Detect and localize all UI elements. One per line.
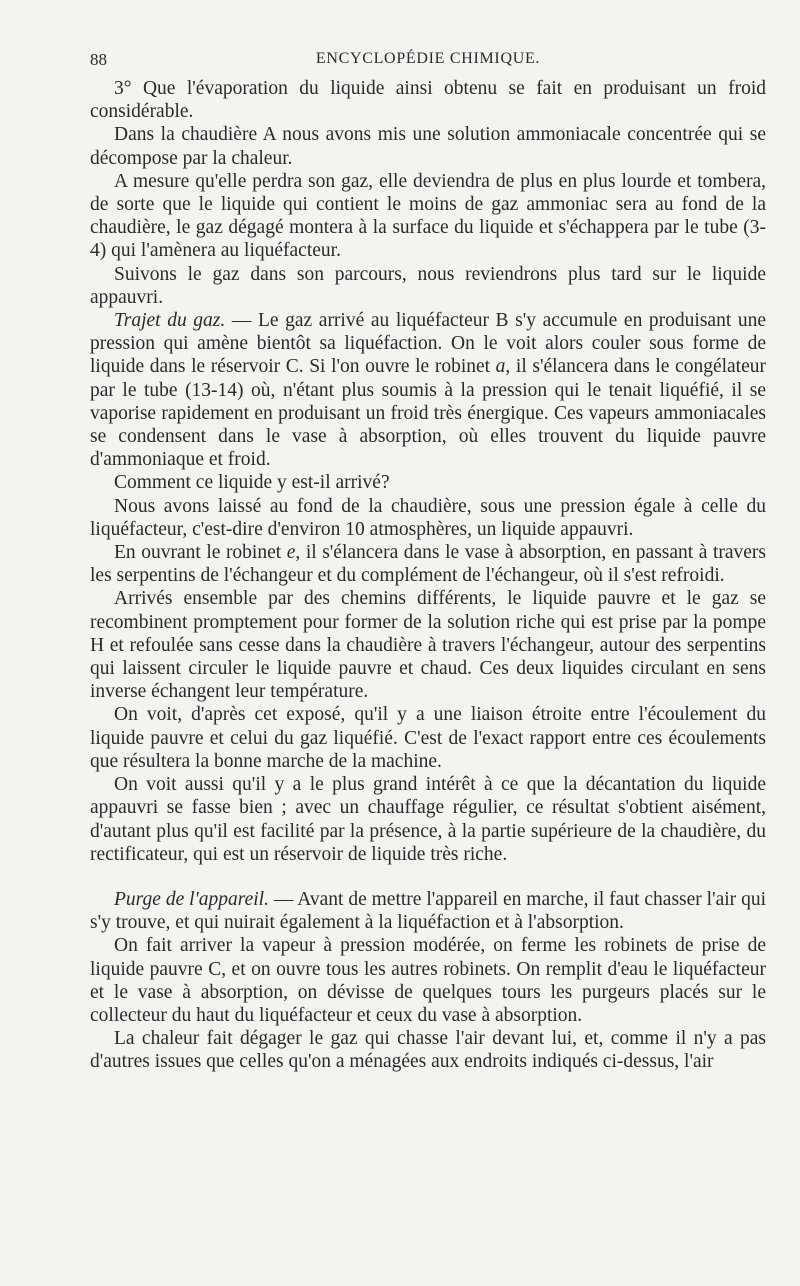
paragraph-text: — Le gaz arrivé au liquéfacteur B s'y accumule en produisant une pression qui amène bientôt sa liquéfaction. On le voit alors couler sous forme de liquide dans le réservoir C. Si l'on ouvre le robinet <box>90 310 766 378</box>
paragraph: Suivons le gaz dans son parcours, nous reviendrons plus tard sur le liquide appauvri. <box>90 263 766 308</box>
robinet-variable: e <box>286 542 296 564</box>
paragraph-text: , il s'élancera dans le congélateur par le tube (13-14) où, n'étant plus soumis à la pression qui le tenait liquéfié, il se vaporise rapidement en produisant un froid très énergique. Ces vapeurs ammoniacales se condensent dans le vase à absorption, où elles trouvent du liquide pauvre d'ammoniaque et froid. <box>90 356 766 471</box>
paragraph: La chaleur fait dégager le gaz qui chasse l'air devant lui, et, comme il n'y a pas d'autres issues que celles qu'on a ménagées aux endroits indiqués ci-dessus, l'air <box>90 1028 766 1073</box>
paragraph-purge <box>90 888 766 934</box>
body-text <box>90 77 766 1074</box>
paragraph: Nous avons laissé au fond de la chaudière, sous une pression égale à celle du liquéfacteur, c'est-dire d'environ 10 atmosphères, un liquide appauvri. <box>90 495 766 540</box>
paragraph-text: — Avant de mettre l'appareil en marche, il faut chasser l'air qui s'y trouve, et qui nuirait également à la liquéfaction et à l'absorption. <box>90 888 766 934</box>
section-heading-trajet: Trajet du gaz. <box>114 310 226 332</box>
paragraph-robinet-e <box>90 541 766 587</box>
paragraph-text: , il s'élancera dans le vase à absorption, en passant à travers les serpentins de l'échangeur et du complément de l'échangeur, où il s'est refroidi. <box>90 542 766 587</box>
paragraph: On voit aussi qu'il y a le plus grand intérêt à ce que la décantation du liquide appauvri se fasse bien ; avec un chauffage régulier, ce résultat s'obtient aisément, d'autant plus qu'il est facilité par la présence, à la partie supérieure de la chaudière, du rectificateur, qui est un réservoir de liquide très riche. <box>90 774 766 865</box>
paragraph: 3° Que l'évaporation du liquide ainsi obtenu se fait en produisant un froid considérable. <box>90 78 766 123</box>
paragraph-trajet <box>90 309 766 471</box>
paragraph: Arrivés ensemble par des chemins différents, le liquide pauvre et le gaz se recombinent promptement pour former de la solution riche qui est prise par la pompe H et refoulée sans cesse dans la chaudière à travers l'échangeur, autour des serpentins qui laissent circuler le liquide pauvre et chaud. Ces deux liquides circulant en sens inverse échangent leur température. <box>90 588 766 703</box>
paragraph: On fait arriver la vapeur à pression modérée, on ferme les robinets de prise de liquide pauvre C, et on ouvre tous les autres robinets. On remplit d'eau le liquéfacteur et le vase à absorption, on dévisse de quelques tours les purgeurs placés sur le collecteur du haut du liquéfacteur et ceux du vase à absorption. <box>90 935 766 1026</box>
running-title: ENCYCLOPÉDIE CHIMIQUE. <box>315 50 541 67</box>
paragraph: A mesure qu'elle perdra son gaz, elle deviendra de plus en plus lourde et tombera, de sorte que le liquide qui contient le moins de gaz ammoniac sera au fond de la chaudière, le gaz dégagé montera à la surface du liquide et s'échappera par le tube (3-4) qui l'amènera au liquéfacteur. <box>90 170 766 262</box>
paragraph: Comment ce liquide y est-il arrivé? <box>114 472 390 494</box>
page-header <box>90 50 766 74</box>
section-heading-purge: Purge de l'appareil. <box>114 888 269 910</box>
paragraph: On voit, d'après cet exposé, qu'il y a une liaison étroite entre l'écoulement du liquide pauvre et celui du gaz liquéfié. C'est de l'exact rapport entre ces écoulements que résultera la bonne marche de la machine. <box>90 704 766 772</box>
page-number: 88 <box>90 50 107 69</box>
paragraph-text: En ouvrant le robinet <box>114 542 287 564</box>
robinet-variable: a <box>495 356 506 378</box>
paragraph: Dans la chaudière A nous avons mis une solution ammoniacale concentrée qui se décompose par la chaleur. <box>90 124 766 169</box>
